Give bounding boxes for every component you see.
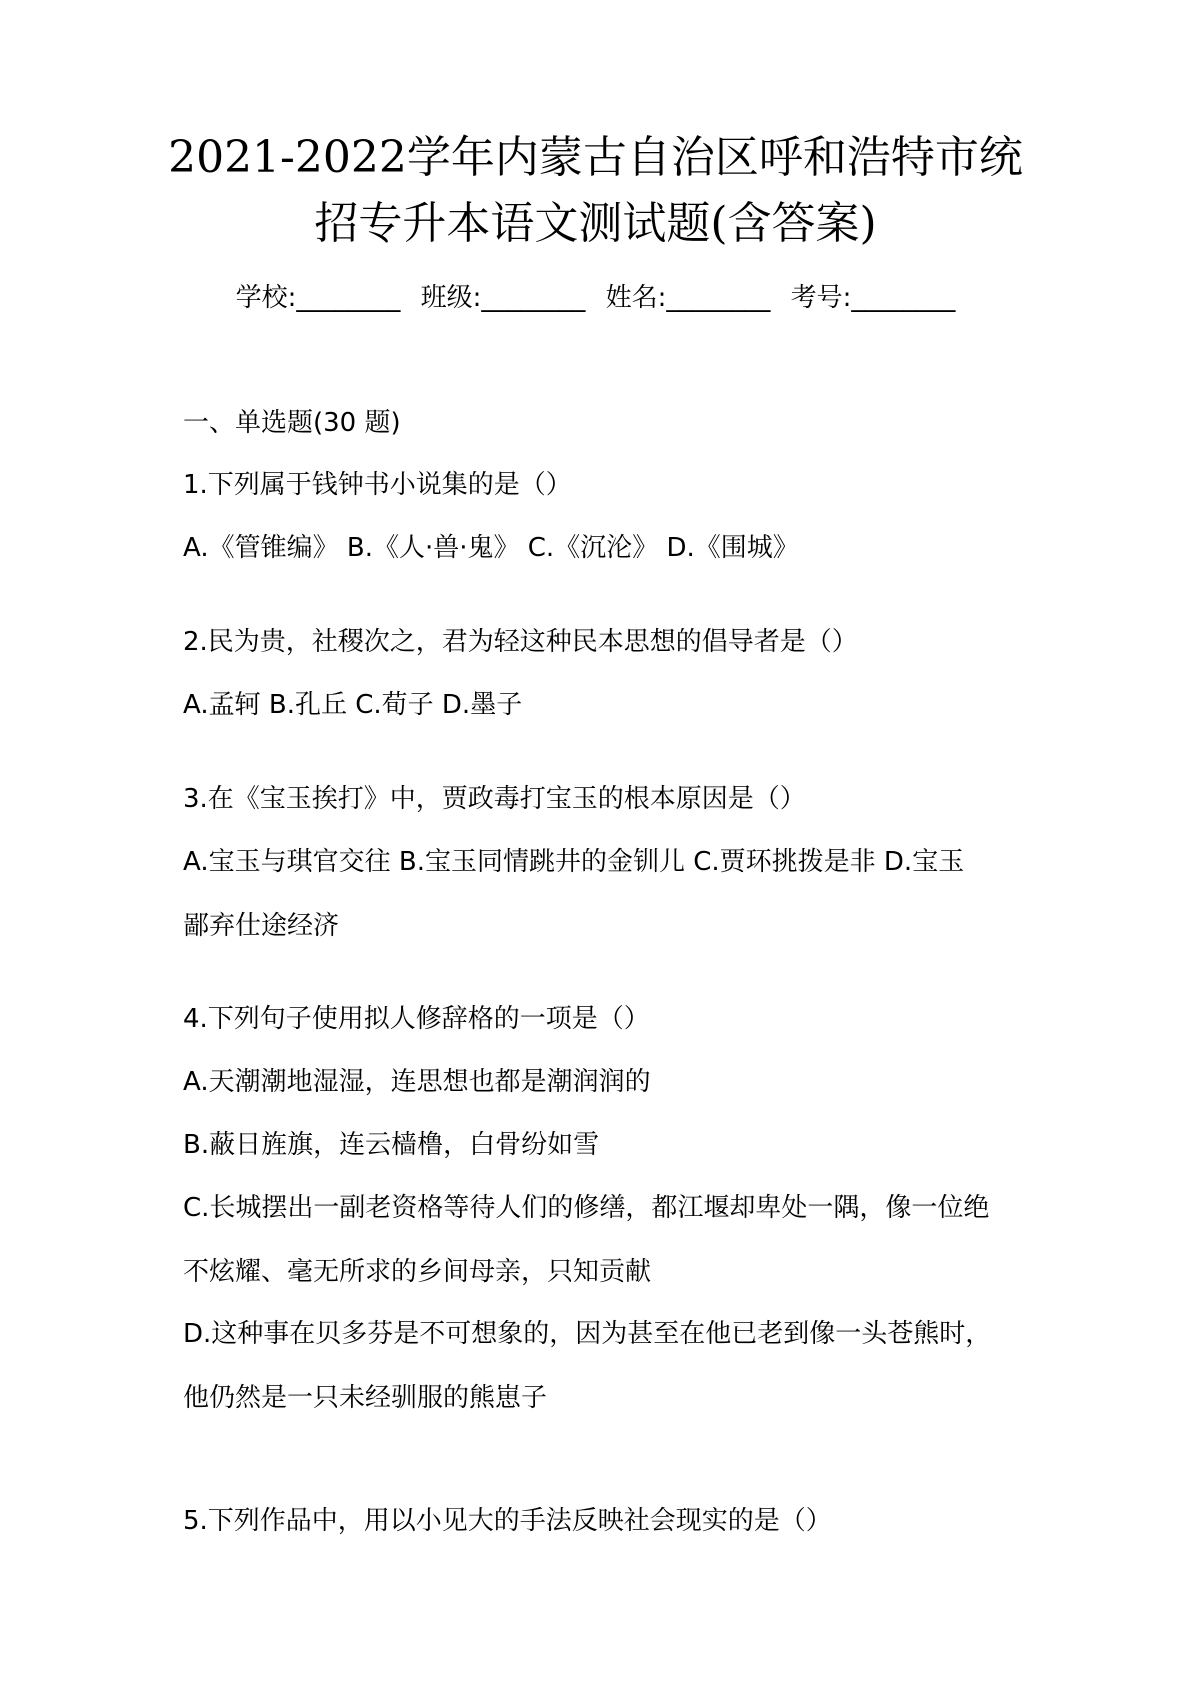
question-4-option-a: A.天潮潮地湿湿，连思想也都是潮润润的 [183,1067,651,1097]
question-3-stem: 3.在《宝玉挨打》中，贾政毒打宝玉的根本原因是（） [183,784,806,814]
question-3-options-line-1: A.宝玉与琪官交往 B.宝玉同情跳井的金钏儿 C.贾环挑拨是非 D.宝玉 [183,847,965,877]
question-3-options-line-2: 鄙弃仕途经济 [183,911,340,941]
name-field: 姓名:________ [605,283,771,313]
question-4-option-d-line-2: 他仍然是一只未经驯服的熊崽子 [183,1383,548,1413]
question-5-stem: 5.下列作品中，用以小见大的手法反映社会现实的是（） [183,1506,832,1536]
question-4-option-b: B.蔽日旌旗，连云樯橹，白骨纷如雪 [183,1130,600,1160]
school-field: 学校:________ [235,283,401,313]
section-heading: 一、单选题(30 题) [183,408,401,438]
document-title-line-2: 招专升本语文测试题(含答案) [314,198,877,249]
document-title-line-1: 2021-2022学年内蒙古自治区呼和浩特市统 [168,132,1023,183]
exam-number-field: 考号:________ [790,283,956,313]
question-4-stem: 4.下列句子使用拟人修辞格的一项是（） [183,1004,650,1034]
question-2-options: A.孟轲 B.孔丘 C.荀子 D.墨子 [183,690,523,720]
question-2-stem: 2.民为贵，社稷次之，君为轻这种民本思想的倡导者是（） [183,627,858,657]
question-1-stem: 1.下列属于钱钟书小说集的是（） [183,470,572,500]
question-4-option-d-line-1: D.这种事在贝多芬是不可想象的，因为甚至在他已老到像一头苍熊时， [183,1319,992,1349]
class-field: 班级:________ [420,283,586,313]
question-4-option-c-line-2: 不炫耀、毫无所求的乡间母亲，只知贡献 [183,1257,652,1287]
question-4-option-c-line-1: C.长城摆出一副老资格等待人们的修缮，都江堰却卑处一隅，像一位绝 [183,1193,990,1223]
student-info-row [0,280,1191,316]
question-1-options: A.《管锥编》 B.《人·兽·鬼》 C.《沉沦》 D.《围城》 [183,533,799,563]
